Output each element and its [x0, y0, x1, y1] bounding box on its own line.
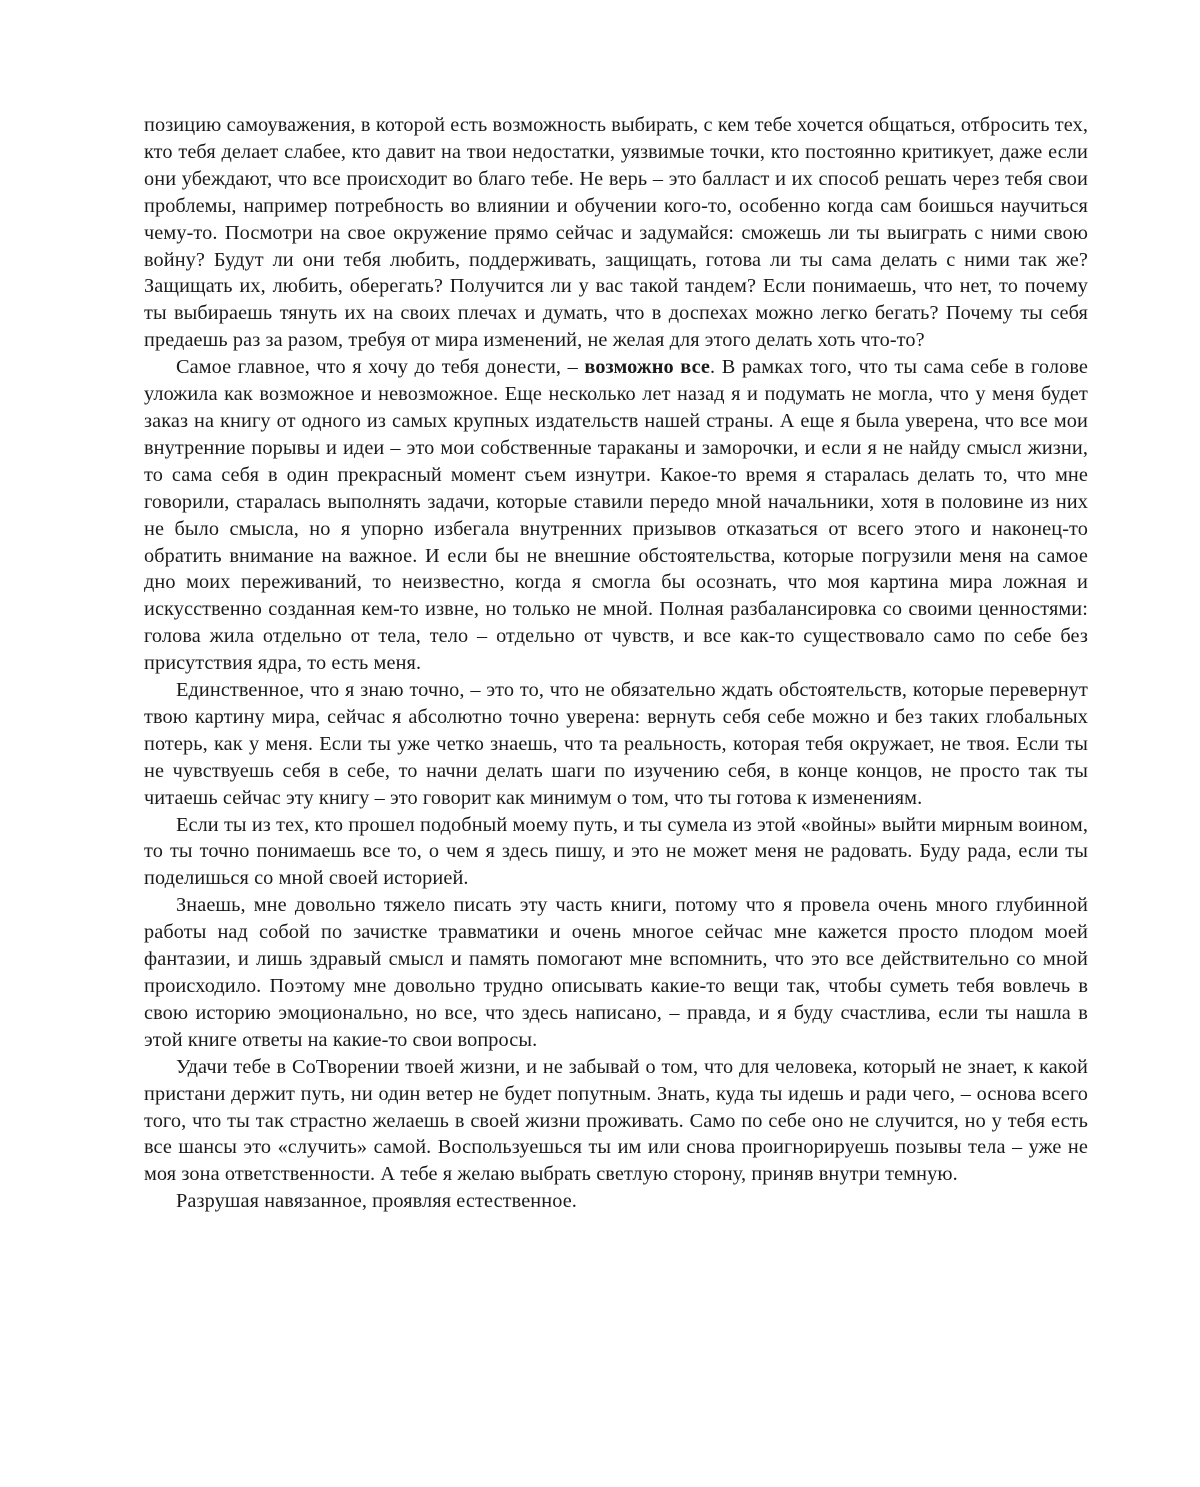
- paragraph-1: позицию самоуважения, в которой есть возможность выбирать, с кем тебе хочется общаться, отбросить тех, кто тебя делает слабее, кто давит на твои недостатки, уязвимые точки, кто постоянно критикует, даже если они убеждают, что все происходит во благо тебе. Не верь – это балласт и их способ решать через тебя свои проблемы, например потребность во влиянии и обучении кого-то, особенно когда сам боишься научиться чему-то. Посмотри на свое окружение прямо сейчас и задумайся: сможешь ли ты выиграть с ними свою войну? Будут ли они тебя любить, поддерживать, защищать, готова ли ты сама делать с ними так же? Защищать их, любить, оберегать? Получится ли у вас такой тандем? Если понимаешь, что нет, то почему ты выбираешь тянуть их на своих плечах и думать, что в доспехах можно легко бегать? Почему ты себя предаешь раз за разом, требуя от мира изменений, не желая для этого делать хоть что-то?: [144, 114, 1088, 352]
- document-page: [144, 112, 1088, 1215]
- paragraph-2-lead: Самое главное, что я хочу до тебя донести, –: [176, 356, 585, 379]
- paragraph-2: [144, 354, 1088, 677]
- emphasis-possible-everything: возможно все: [584, 356, 711, 379]
- paragraph-7: Разрушая навязанное, проявляя естественное.: [176, 1190, 577, 1213]
- paragraph-4: Если ты из тех, кто прошел подобный моему путь, и ты сумела из этой «войны» выйти мирным воином, то ты точно понимаешь все то, о чем я здесь пишу, и это не может меня не радовать. Буду рада, если ты поделишься со мной своей историей.: [144, 813, 1088, 890]
- paragraph-2-rest: . В рамках того, что ты сама себе в голове уложила как возможное и невозможное. Еще несколько лет назад я и подумать не могла, что у меня будет заказ на книгу от одного из самых крупных издательств нашей страны. А еще я была уверена, что все мои внутренние порывы и идеи – это мои собственные тараканы и заморочки, и если я не найду смысл жизни, то сама себя в один прекрасный момент съем изнутри. Какое-то время я старалась делать то, что мне говорили, старалась выполнять задачи, которые ставили передо мной начальники, хотя в половине из них не было смысла, но я упорно избегала внутренних призывов отказаться от всего этого и наконец-то обратить внимание на важное. И если бы не внешние обстоятельства, которые погрузили меня на самое дно моих переживаний, то неизвестно, когда я смогла бы осознать, что моя картина мира ложная и искусственно созданная кем-то извне, но только не мной. Полная разбалансировка со своими ценностями: голова жила отдельно от тела, тело – отдельно от чувств, и все как-то существовало само по себе без присутствия ядра, то есть меня.: [144, 356, 1088, 675]
- paragraph-5: Знаешь, мне довольно тяжело писать эту часть книги, потому что я провела очень много глубинной работы над собой по зачистке травматики и очень многое сейчас мне кажется просто плодом моей фантазии, и лишь здравый смысл и память помогают мне вспомнить, что это все действительно со мной происходило. Поэтому мне довольно трудно описывать какие-то вещи так, чтобы суметь тебя вовлечь в свою историю эмоционально, но все, что здесь написано, – правда, и я буду счастлива, если ты нашла в этой книге ответы на какие-то свои вопросы.: [144, 894, 1088, 1051]
- paragraph-6: Удачи тебе в СоТворении твоей жизни, и не забывай о том, что для человека, который не знает, к какой пристани держит путь, ни один ветер не будет попутным. Знать, куда ты идешь и ради чего, – основа всего того, что ты так страстно желаешь в своей жизни проживать. Само по себе оно не случится, но у тебя есть все шансы это «случить» самой. Воспользуешься ты им или снова проигнорируешь позывы тела – уже не моя зона ответственности. А тебе я желаю выбрать светлую сторону, приняв внутри темную.: [144, 1055, 1088, 1186]
- paragraph-3: Единственное, что я знаю точно, – это то, что не обязательно ждать обстоятельств, которые перевернут твою картину мира, сейчас я абсолютно точно уверена: вернуть себя себе можно и без таких глобальных потерь, как у меня. Если ты уже четко знаешь, что та реальность, которая тебя окружает, не твоя. Если ты не чувствуешь себя в себе, то начни делать шаги по изучению себя, в конце концов, не просто так ты читаешь сейчас эту книгу – это говорит как минимум о том, что ты готова к изменениям.: [144, 679, 1088, 809]
